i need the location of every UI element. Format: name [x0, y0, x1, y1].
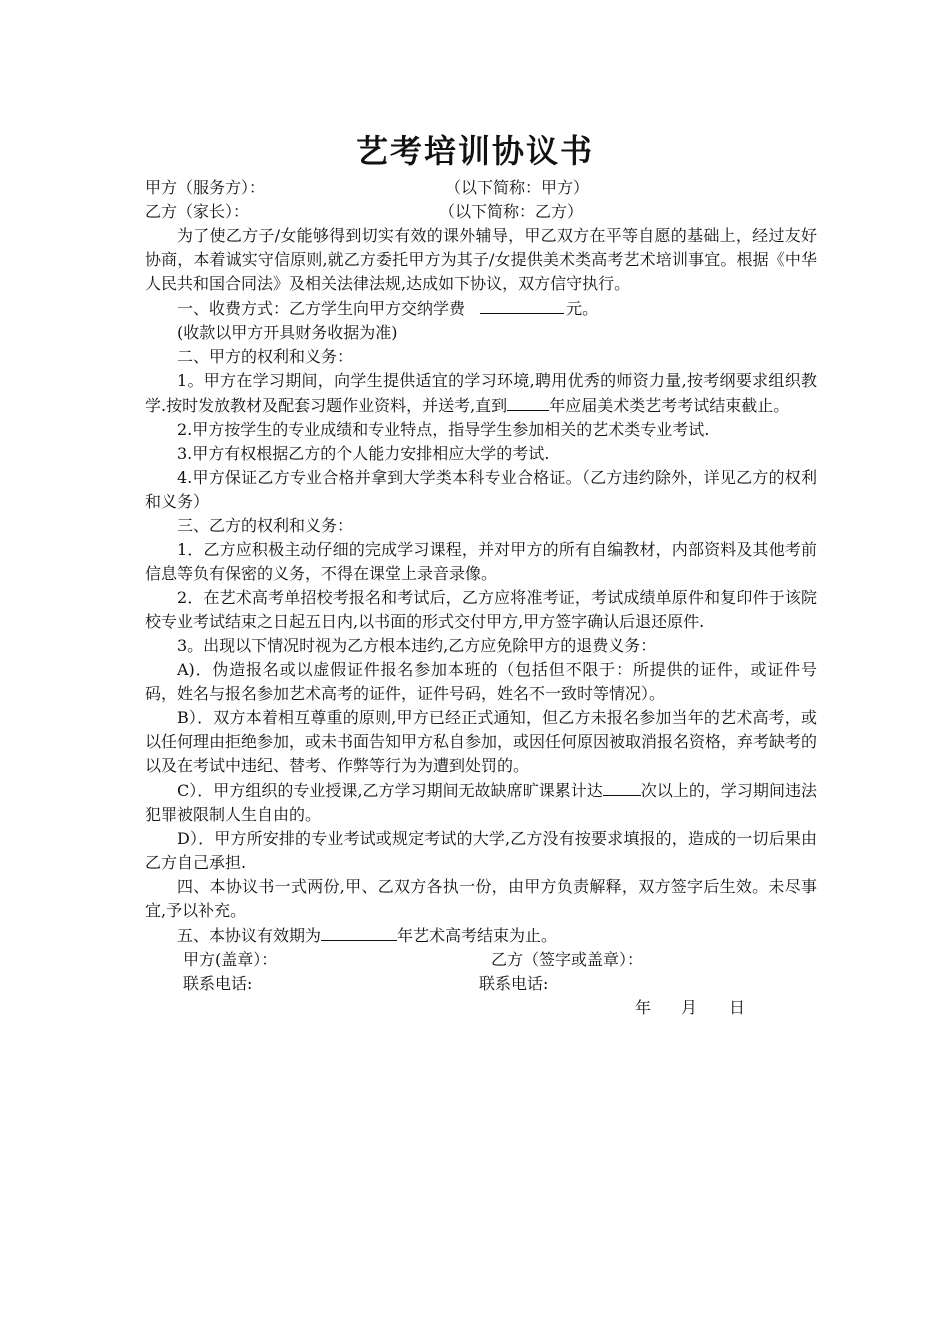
- section-3-clause-c: [145, 778, 817, 827]
- document-title: 艺考培训协议书: [355, 132, 594, 170]
- party-b-line: [145, 200, 817, 224]
- phone-line: [145, 972, 817, 996]
- section-2-item-2: 2.甲方按学生的专业成绩和专业特点，指导学生参加相关的艺术类专业考试.: [177, 420, 710, 439]
- section-2-heading: 二、甲方的权利和义务：: [177, 347, 354, 366]
- section-5-before: 五、本协议有效期为: [177, 926, 322, 945]
- absence-count-blank: [603, 778, 641, 796]
- section-3-clause-c-before: C）．甲方组织的专业授课,乙方学习期间无故缺席旷课累计达: [177, 781, 603, 800]
- section-5-after: 年艺术高考结束为止。: [397, 926, 558, 945]
- date-month-label: 月: [681, 998, 698, 1017]
- party-b-phone-label: 联系电话:: [479, 974, 549, 993]
- party-b-abbr: （以下简称：乙方）: [439, 202, 584, 221]
- fee-amount-blank: [480, 296, 564, 314]
- party-b-label: 乙方（家长）：: [145, 202, 250, 221]
- section-1-prefix: 一、收费方式：乙方学生向甲方交纳学费: [177, 299, 466, 318]
- section-2-item-1: [145, 369, 817, 418]
- section-2-item-1-before: 1。甲方在学习期间，向学生提供适宜的学习环境,聘用优秀的师资力量,按考纲要求组织教学.按时发放教材及配套习题作业资料，并送考,直到: [145, 371, 817, 415]
- section-3-item-1: 1．乙方应积极主动仔细的完成学习课程，并对甲方的所有自编教材，内部资料及其他考前信息等负有保密的义务，不得在课堂上录音录像。: [145, 540, 817, 583]
- section-3-item-2: 2．在艺术高考单招校考报名和考试后，乙方应将准考证，考试成绩单原件和复印件于该院校专业考试结束之日起五日内,以书面的形式交付甲方,甲方签字确认后退还原件.: [145, 588, 817, 631]
- date-year-label: 年: [635, 998, 652, 1017]
- year-blank: [507, 393, 549, 411]
- date-line: [145, 996, 817, 1020]
- section-2-item-1-after: 年应届美术类艺考考试结束截止。: [549, 396, 790, 415]
- section-3-clause-a: A)．伪造报名或以虚假证件报名参加本班的（包括但不限于：所提供的证件，或证件号码，姓名与报名参加艺术高考的证件，证件号码，姓名不一致时等情况）。: [145, 660, 817, 703]
- party-a-seal-label: 甲方(盖章）：: [183, 950, 278, 969]
- section-1-fee: [145, 296, 817, 321]
- section-3-clause-c-after: 次以上的，学习期间违法犯罪被限制人生自由的。: [145, 781, 817, 824]
- section-4: 四、本协议书一式两份,甲、乙双方各执一份，由甲方负责解释，双方签字后生效。未尽事宜,予以补充。: [145, 877, 817, 920]
- section-3-heading: 三、乙方的权利和义务：: [177, 516, 354, 535]
- section-3-clause-d: D）．甲方所安排的专业考试或规定考试的大学,乙方没有按要求填报的，造成的一切后果由乙方自己承担.: [145, 829, 817, 872]
- signature-line: [145, 948, 817, 972]
- party-a-abbr: （以下简称：甲方）: [445, 178, 590, 197]
- document-body: [145, 176, 817, 1020]
- section-2-item-3: 3.甲方有权根据乙方的个人能力安排相应大学的考试.: [177, 444, 550, 463]
- party-a-line: [145, 176, 817, 200]
- date-day-label: 日: [729, 998, 746, 1017]
- section-1-suffix: 元。: [566, 299, 599, 318]
- section-5: [145, 923, 817, 948]
- validity-year-blank: [321, 923, 397, 941]
- section-3-clause-b: B）．双方本着相互尊重的原则,甲方已经正式通知，但乙方未报名参加当年的艺术高考，或以任何理由拒绝参加，或未书面告知甲方私自参加，或因任何原因被取消报名资格，弃考缺考的以及在考试中违纪、替考、作弊等行为为遭到处罚的。: [145, 708, 818, 775]
- section-1-note: (收款以甲方开具财务收据为准): [177, 323, 398, 342]
- section-3-item-3: 3。出现以下情况时视为乙方根本违约,乙方应免除甲方的退费义务：: [177, 636, 657, 655]
- intro-paragraph: 为了使乙方子/女能够得到切实有效的课外辅导，甲乙双方在平等自愿的基础上，经过友好协商，本着诚实守信原则,就乙方委托甲方为其子/女提供美术类高考艺术培训事宜。根据《中华人民共和国合同法》及相关法律法规,达成如下协议，双方信守执行。: [145, 226, 817, 293]
- party-a-phone-label: 联系电话:: [183, 974, 253, 993]
- party-b-seal-label: 乙方（签字或盖章）：: [491, 950, 644, 969]
- party-a-label: 甲方（服务方）：: [145, 178, 266, 197]
- section-2-item-4: 4.甲方保证乙方专业合格并拿到大学类本科专业合格证。（乙方违约除外，详见乙方的权利和义务）: [145, 468, 817, 511]
